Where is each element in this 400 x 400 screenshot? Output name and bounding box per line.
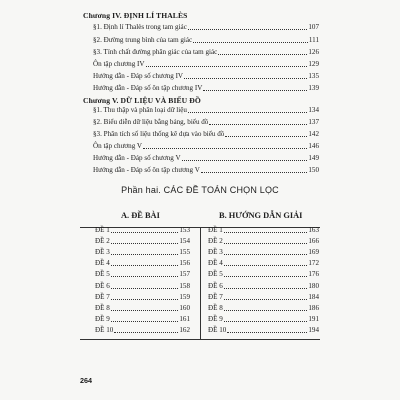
- exam-solution-page: 180: [308, 281, 319, 290]
- toc-entry-label: §1. Định lí Thalès trong tam giác: [93, 23, 187, 31]
- table-divider: [200, 227, 201, 339]
- dot-leader: [111, 309, 179, 311]
- exam-solution-row: [208, 314, 319, 324]
- dot-leader: [188, 28, 308, 30]
- dot-leader: [111, 242, 179, 244]
- dot-leader: [209, 123, 307, 125]
- toc-entry: [93, 166, 319, 175]
- part-two-title: Phần hai. CÁC ĐỀ TOÁN CHỌN LỌC: [121, 185, 279, 195]
- toc-entry-page: 137: [308, 118, 319, 126]
- dot-leader: [111, 264, 179, 266]
- exam-solution-row: [208, 303, 319, 313]
- dot-leader: [182, 159, 308, 161]
- exam-problem-row: [95, 225, 190, 235]
- problems-column-heading: A. ĐỀ BÀI: [121, 211, 160, 220]
- toc-entry-label: Hướng dẫn - Đáp số chương V: [93, 154, 181, 162]
- exam-solution-page: 184: [308, 292, 319, 301]
- exam-problem-row: [95, 325, 190, 335]
- dot-leader: [225, 135, 307, 137]
- chapter-heading: Chương V. DỮ LIỆU VÀ BIỂU ĐỒ: [83, 96, 201, 105]
- dot-leader: [224, 253, 308, 255]
- dot-leader: [188, 111, 307, 113]
- exam-solution-page: 194: [308, 325, 319, 334]
- exam-problem-page: 162: [179, 325, 190, 334]
- toc-entry-label: Hướng dẫn - Đáp số ôn tập chương V: [93, 166, 200, 174]
- dot-leader: [224, 275, 308, 277]
- dot-leader: [111, 231, 179, 233]
- toc-entry-label: §2. Đường trung bình của tam giác: [93, 36, 193, 44]
- exam-problem-page: 154: [179, 237, 190, 246]
- toc-entry-page: 150: [308, 166, 319, 174]
- toc-entry: [93, 72, 319, 81]
- exam-solution-row: [208, 236, 319, 246]
- exam-problem-page: 155: [179, 248, 190, 257]
- toc-entry: [93, 154, 319, 163]
- toc-entry-page: 149: [308, 154, 319, 162]
- exam-solution-page: 169: [308, 248, 319, 257]
- chapter-heading: Chương IV. ĐỊNH LÍ THALÈS: [83, 11, 188, 20]
- dot-leader: [111, 275, 179, 277]
- solutions-column-heading: B. HƯỚNG DẪN GIẢI: [219, 211, 303, 220]
- dot-leader: [146, 65, 308, 67]
- dot-leader: [224, 309, 308, 311]
- exam-solution-page: 186: [308, 303, 319, 312]
- toc-entry-page: 134: [308, 106, 319, 114]
- exam-label: ĐỀ 7: [208, 292, 223, 301]
- toc-entry-label: Hướng dẫn - Đáp số ôn tập chương IV: [93, 84, 203, 92]
- toc-entry-label: §2. Biểu diễn dữ liệu bằng bảng, biểu đồ: [93, 118, 209, 126]
- toc-entry-label: §3. Phân tích số liệu thống kê dựa vào biểu đồ: [93, 130, 225, 138]
- exam-problem-row: [95, 303, 190, 313]
- exam-label: ĐỀ 2: [208, 237, 223, 246]
- toc-entry-page: 142: [308, 130, 319, 138]
- exam-solution-row: [208, 258, 319, 268]
- toc-entry-label: §1. Thu thập và phân loại dữ liệu: [93, 106, 187, 114]
- exam-problem-page: 159: [179, 292, 190, 301]
- exam-solution-row: [208, 247, 319, 257]
- exam-solution-page: 166: [308, 237, 319, 246]
- dot-leader: [111, 253, 179, 255]
- exam-problem-row: [95, 247, 190, 257]
- dot-leader: [201, 171, 307, 173]
- exam-problem-page: 156: [179, 259, 190, 268]
- exam-solution-page: 163: [308, 226, 319, 234]
- toc-entry-label: Ôn tập chương V: [93, 142, 143, 150]
- dot-leader: [224, 231, 308, 233]
- exam-label: ĐỀ 9: [95, 314, 110, 323]
- toc-entry-page: 107: [308, 23, 319, 31]
- dot-leader: [184, 77, 307, 79]
- toc-entry: [93, 60, 319, 69]
- exam-label: ĐỀ 3: [208, 248, 223, 257]
- exam-problem-page: 157: [179, 270, 190, 279]
- toc-entry: [93, 36, 319, 45]
- dot-leader: [203, 89, 307, 91]
- exam-label: ĐỀ 9: [208, 314, 223, 323]
- dot-leader: [224, 264, 308, 266]
- exam-solution-row: [208, 269, 319, 279]
- exam-label: ĐỀ 6: [95, 281, 110, 290]
- toc-entry-page: 135: [308, 72, 319, 80]
- exam-solution-row: [208, 281, 319, 291]
- exam-solution-page: 172: [308, 259, 319, 268]
- dot-leader: [218, 53, 307, 55]
- toc-entry-label: §3. Tính chất đường phân giác của tam giác: [93, 48, 218, 56]
- exam-problem-page: 153: [179, 226, 190, 234]
- exam-label: ĐỀ 2: [95, 237, 110, 246]
- dot-leader: [224, 242, 308, 244]
- exam-problem-row: [95, 236, 190, 246]
- toc-entry-label: Ôn tập chương IV: [93, 60, 145, 68]
- toc-entry: [93, 23, 319, 32]
- toc-entry-page: 111: [308, 36, 319, 44]
- exam-problem-page: 160: [179, 303, 190, 312]
- dot-leader: [224, 298, 308, 300]
- toc-entry: [93, 118, 319, 127]
- exam-problem-row: [95, 292, 190, 302]
- toc-entry-page: 146: [308, 142, 319, 150]
- dot-leader: [111, 287, 179, 289]
- exam-problem-page: 161: [179, 314, 190, 323]
- exam-label: ĐỀ 3: [95, 248, 110, 257]
- exam-problem-row: [95, 258, 190, 268]
- dot-leader: [143, 147, 307, 149]
- exam-problem-row: [95, 269, 190, 279]
- dot-leader: [114, 331, 178, 333]
- exam-problem-row: [95, 314, 190, 324]
- toc-entry: [93, 84, 319, 93]
- exam-solution-row: [208, 325, 319, 335]
- dot-leader: [227, 331, 307, 333]
- exam-label: ĐỀ 4: [95, 259, 110, 268]
- toc-entry: [93, 142, 319, 151]
- exam-label: ĐỀ 1: [95, 226, 110, 234]
- toc-entry-page: 129: [308, 60, 319, 68]
- exam-label: ĐỀ 8: [95, 303, 110, 312]
- exam-label: ĐỀ 8: [208, 303, 223, 312]
- exam-label: ĐỀ 6: [208, 281, 223, 290]
- page-number: 264: [80, 376, 92, 385]
- toc-entry-page: 126: [308, 48, 319, 56]
- toc-entry-page: 139: [308, 84, 319, 92]
- toc-entry: [93, 48, 319, 57]
- exam-solution-row: [208, 225, 319, 235]
- dot-leader: [111, 298, 179, 300]
- dot-leader: [224, 287, 308, 289]
- exam-label: ĐỀ 5: [208, 270, 223, 279]
- exam-label: ĐỀ 4: [208, 259, 223, 268]
- dot-leader: [193, 41, 308, 43]
- exam-label: ĐỀ 5: [95, 270, 110, 279]
- exam-label: ĐỀ 1: [208, 226, 223, 234]
- exam-problem-page: 158: [179, 281, 190, 290]
- dot-leader: [224, 320, 308, 322]
- table-bottom-rule: [80, 339, 320, 340]
- toc-entry: [93, 130, 319, 139]
- exam-solution-page: 176: [308, 270, 319, 279]
- toc-entry: [93, 106, 319, 115]
- toc-entry-label: Hướng dẫn - Đáp số chương IV: [93, 72, 184, 80]
- exam-label: ĐỀ 7: [95, 292, 110, 301]
- exam-label: ĐỀ 10: [95, 325, 114, 334]
- exam-problem-row: [95, 281, 190, 291]
- exam-solution-row: [208, 292, 319, 302]
- exam-solution-page: 191: [308, 314, 319, 323]
- dot-leader: [111, 320, 179, 322]
- exam-label: ĐỀ 10: [208, 325, 227, 334]
